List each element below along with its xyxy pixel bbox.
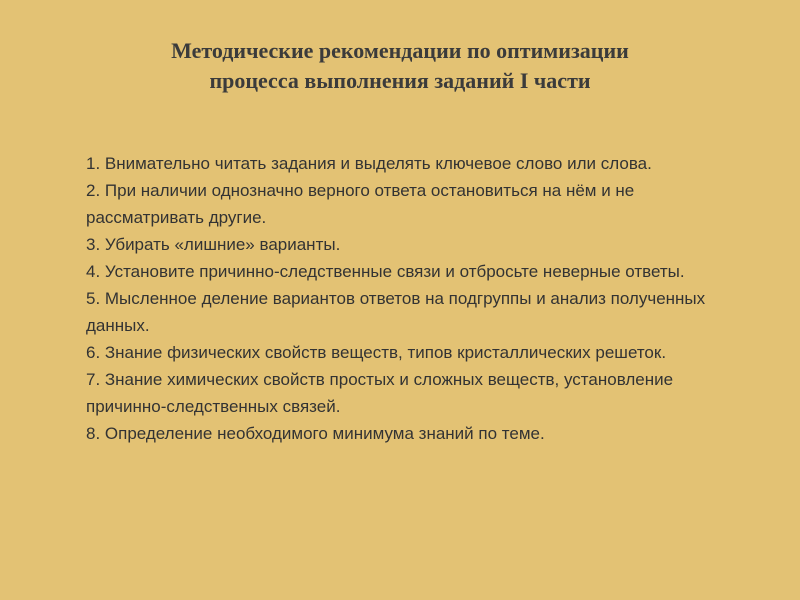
recommendation-item-7: 7. Знание химических свойств простых и сложных веществ, установление причинно-следственных связей. xyxy=(86,370,674,416)
recommendation-item-3: 3. Убирать «лишние» варианты. xyxy=(86,235,341,254)
recommendations-list xyxy=(86,150,736,447)
recommendation-item-1: 1. Внимательно читать задания и выделять ключевое слово или слова. xyxy=(86,154,652,173)
recommendation-item-2: 2. При наличии однозначно верного ответа остановиться на нём и не рассматривать другие. xyxy=(86,181,635,227)
recommendation-item-8: 8. Определение необходимого минимума знаний по теме. xyxy=(86,424,545,443)
slide-title xyxy=(60,36,740,96)
slide-title-line-2: процесса выполнения заданий I части xyxy=(209,68,591,93)
recommendation-item-4: 4. Установите причинно-следственные связи и отбросьте неверные ответы. xyxy=(86,262,685,281)
slide-title-line-1: Методические рекомендации по оптимизации xyxy=(171,38,629,63)
recommendation-item-6: 6. Знание физических свойств веществ, типов кристаллических решеток. xyxy=(86,343,667,362)
recommendation-item-5: 5. Мысленное деление вариантов ответов на подгруппы и анализ полученных данных. xyxy=(86,289,706,335)
